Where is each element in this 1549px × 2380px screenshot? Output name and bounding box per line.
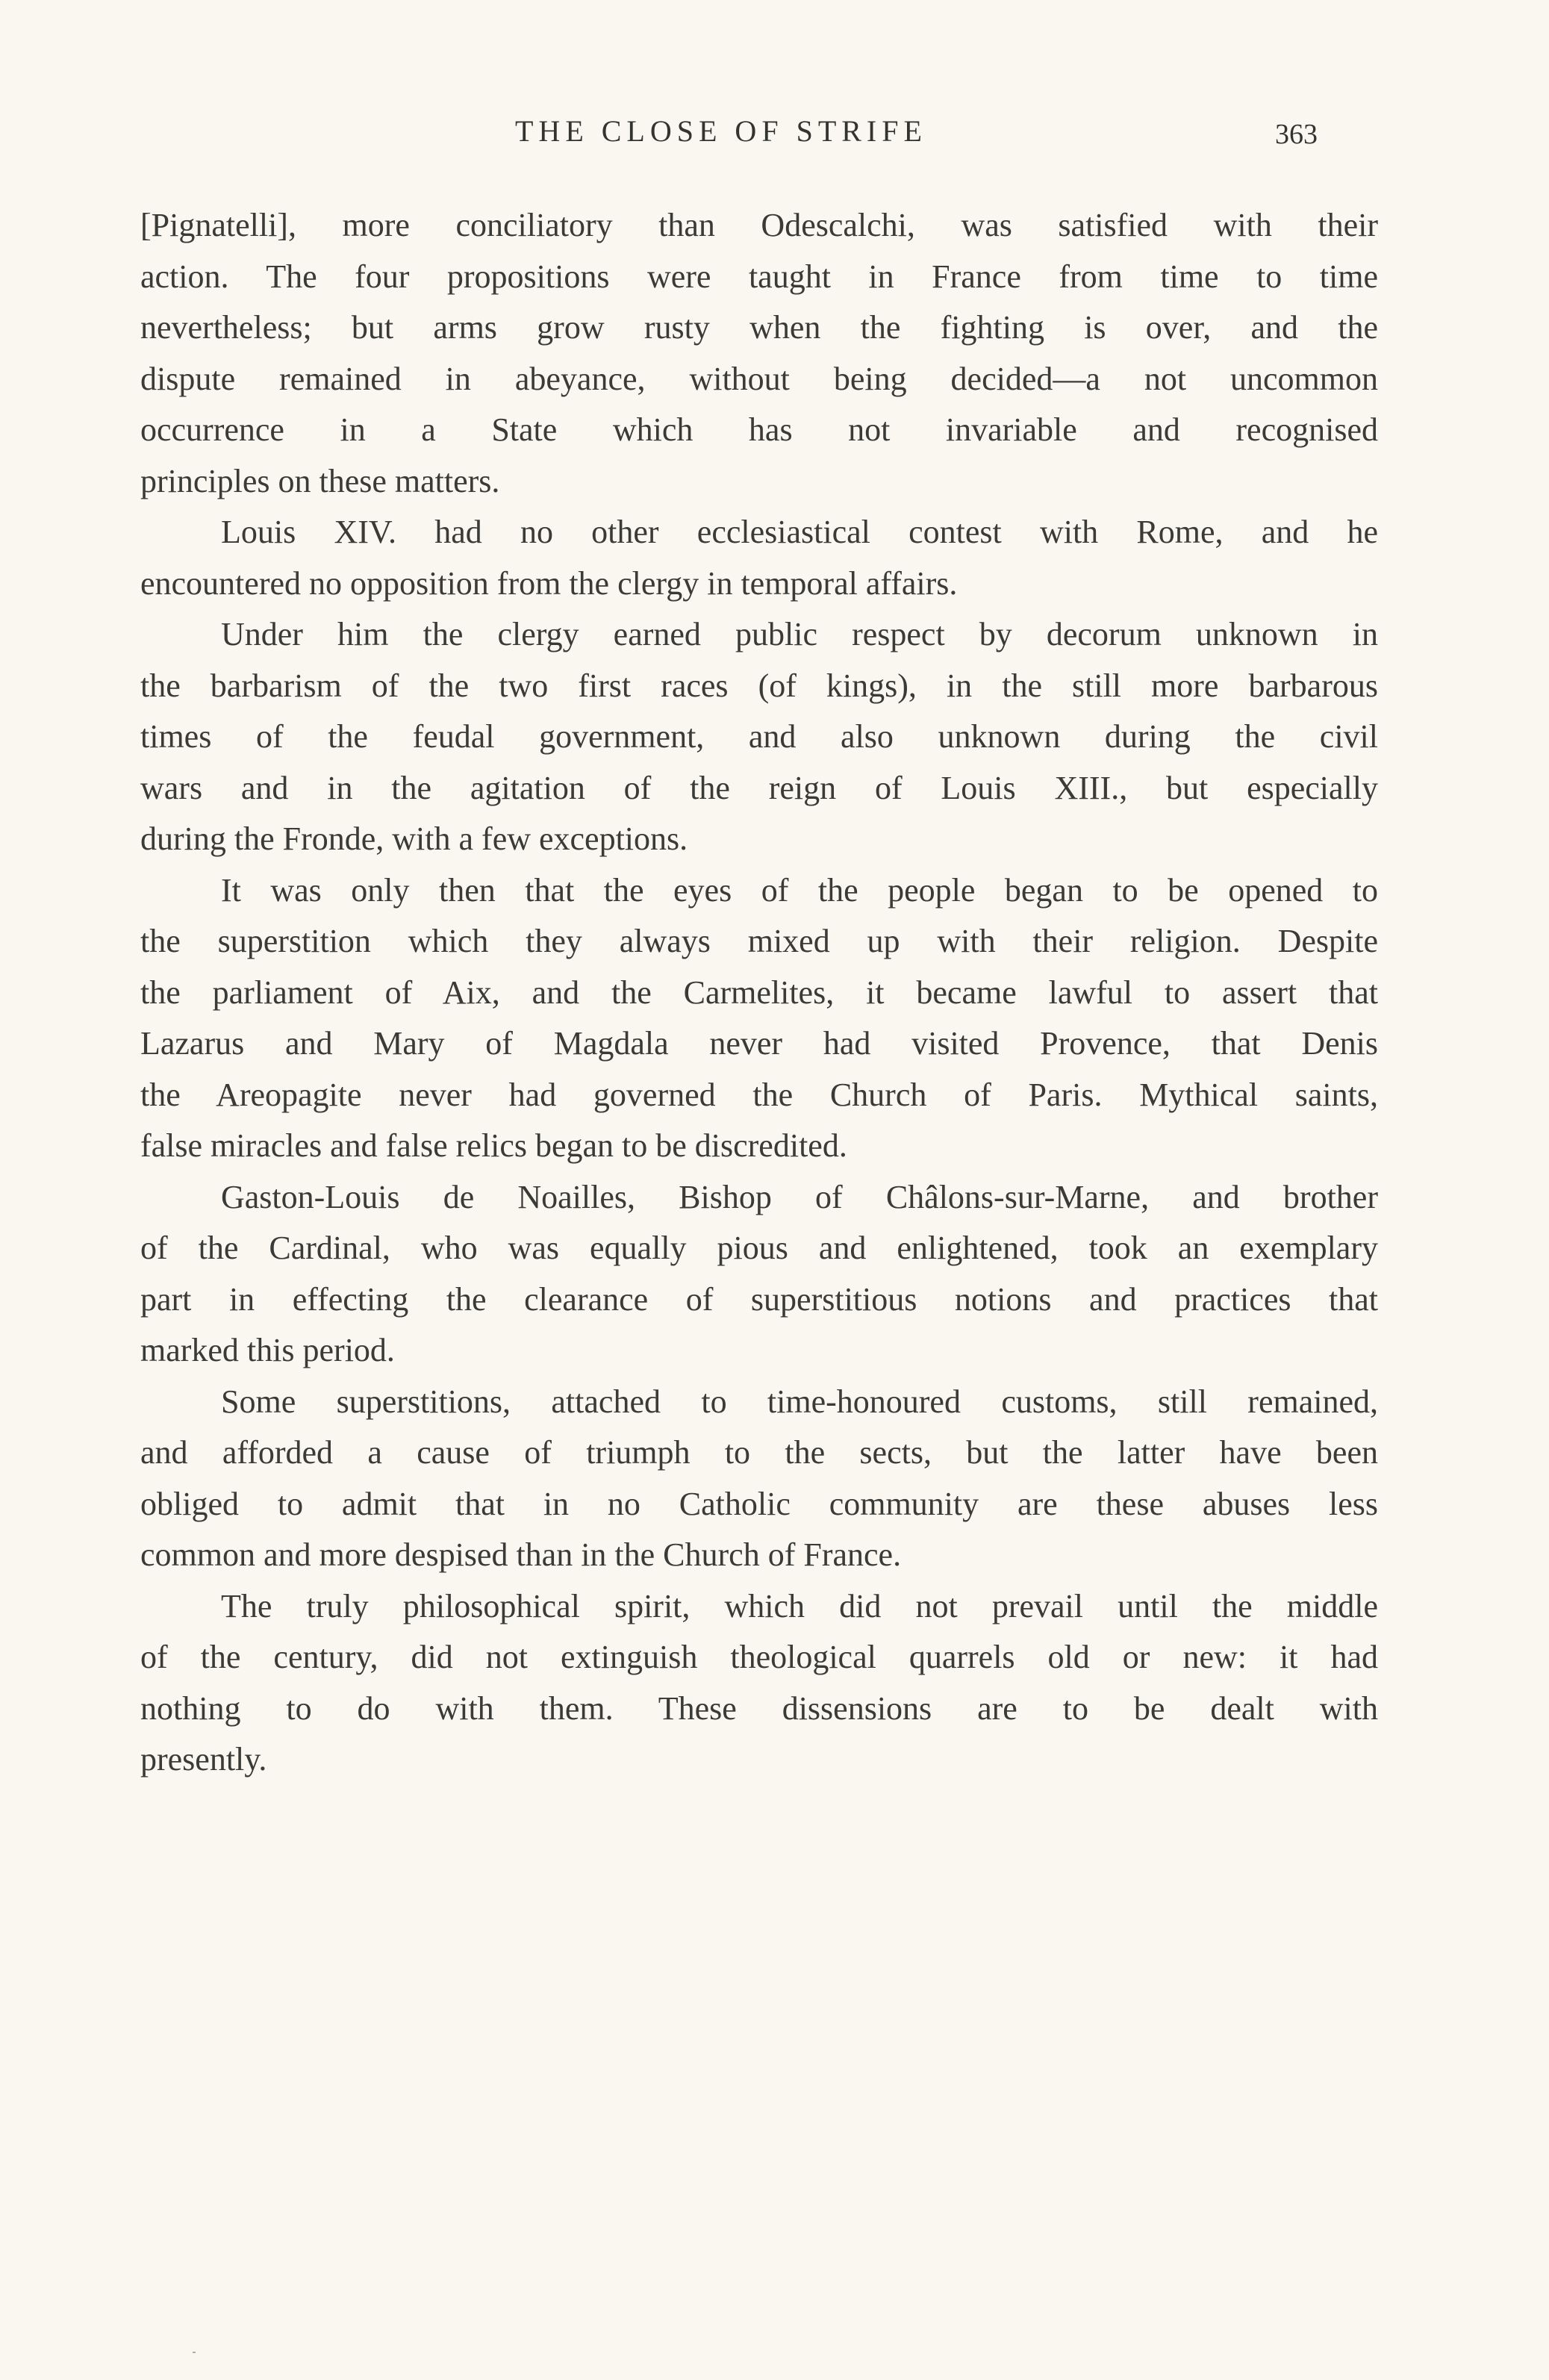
text-line: Lazarus and Mary of Magdala never had visited Provence, that Denis: [140, 1025, 1378, 1062]
text-line: the Areopagite never had governed the Church of Paris. Mythical saints,: [140, 1076, 1378, 1113]
text-line: nevertheless; but arms grow rusty when the fighting is over, and the: [140, 309, 1378, 346]
text-line: nothing to do with them. These dissensions are to be dealt with: [140, 1689, 1378, 1727]
text-line: the barbarism of the two first races (of kings), in the still more barbarous: [140, 667, 1378, 704]
text-line: principles on these matters.: [140, 462, 500, 499]
text-line: marked this period.: [140, 1332, 395, 1368]
text-line: and afforded a cause of triumph to the sects, but the latter have been: [140, 1434, 1378, 1471]
text-line: the superstition which they always mixed up with their religion. Despite: [140, 923, 1378, 959]
text-line: dispute remained in abeyance, without being decided—a not uncommon: [140, 360, 1378, 397]
text-line: occurrence in a State which has not invariable and recognised: [140, 411, 1378, 448]
text-line: of the century, did not extinguish theological quarrels old or new: it had: [140, 1639, 1378, 1675]
text-line: of the Cardinal, who was equally pious and enlightened, took an exemplary: [140, 1230, 1378, 1266]
text-line: during the Fronde, with a few exceptions.: [140, 820, 688, 857]
text-line: Gaston-Louis de Noailles, Bishop of Châlons-sur-Marne, and brother: [221, 1178, 1378, 1215]
text-line: times of the feudal government, and also unknown during the civil: [140, 718, 1378, 755]
text-line: The truly philosophical spirit, which did not prevail until the middle: [221, 1587, 1378, 1624]
text-line: Some superstitions, attached to time-honoured customs, still remained,: [221, 1383, 1378, 1420]
text-line: part in effecting the clearance of superstitious notions and practices that: [140, 1280, 1378, 1318]
text-line: action. The four propositions were taught in France from time to time: [140, 258, 1378, 295]
running-title: THE CLOSE OF STRIFE: [515, 114, 927, 148]
text-line: wars and in the agitation of the reign of Louis XIII., but especially: [140, 769, 1378, 806]
text-line: Under him the clergy earned public respect by decorum unknown in: [221, 616, 1378, 652]
text-line: common and more despised than in the Church of France.: [140, 1536, 902, 1573]
text-line: encountered no opposition from the clergy in temporal affairs.: [140, 564, 958, 602]
stray-ink-mark: [193, 2352, 196, 2353]
body-text: [140, 200, 1378, 1786]
text-line: Louis XIV. had no other ecclesiastical contest with Rome, and he: [221, 514, 1378, 550]
page-number: 363: [1275, 119, 1318, 150]
text-line: presently.: [140, 1741, 267, 1778]
running-head: [0, 113, 1549, 158]
text-line: false miracles and false relics began to be discredited.: [140, 1127, 847, 1164]
text-line: It was only then that the eyes of the people began to be opened to: [221, 871, 1378, 909]
text-line: obliged to admit that in no Catholic community are these abuses less: [140, 1485, 1378, 1522]
text-line: the parliament of Aix, and the Carmelites, it became lawful to assert that: [140, 974, 1378, 1011]
text-line: [Pignatelli], more conciliatory than Odescalchi, was satisfied with their: [140, 207, 1378, 243]
